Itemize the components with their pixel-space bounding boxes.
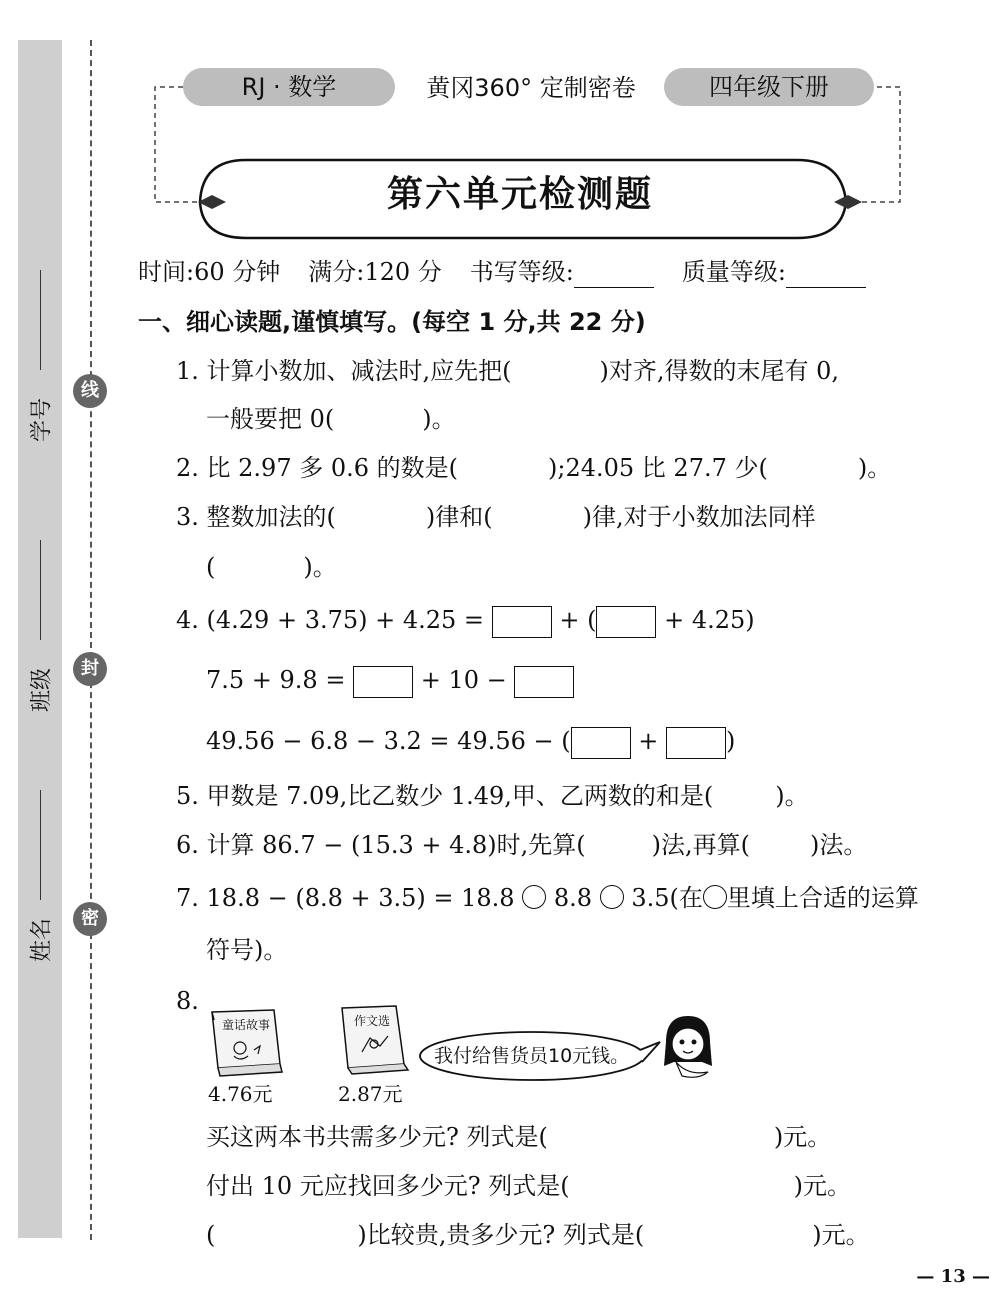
question-8-sub-3 — [206, 1219, 870, 1251]
q6-text-c: )法。 — [810, 831, 868, 859]
name-line — [40, 790, 41, 900]
question-7-line-1 — [176, 882, 919, 914]
q1-text-a: 1. 计算小数加、减法时,应先把( — [176, 357, 512, 385]
fairy-tale-book-title: 童话故事 — [222, 1018, 271, 1032]
q4-text-1c: + 4.25) — [664, 606, 755, 634]
q1-text-c: 一般要把 0( — [206, 405, 335, 433]
q1-text-b: )对齐,得数的末尾有 0, — [599, 357, 840, 385]
q8-s1-text-a: 买这两本书共需多少元? 列式是( — [206, 1123, 548, 1151]
answer-box[interactable] — [596, 606, 656, 638]
girl-character-icon — [652, 1010, 724, 1082]
question-1-line-1 — [176, 355, 839, 387]
q7-text-d: 里填上合适的运算 — [726, 884, 919, 912]
q7-text-a: 7. 18.8 − (8.8 + 3.5) = 18.8 — [176, 884, 515, 912]
student-id-label: 学号 — [29, 397, 55, 443]
q4-text-3b: + — [638, 727, 659, 755]
q3-text-d: ( — [206, 553, 216, 581]
question-8-number: 8. — [176, 987, 199, 1015]
answer-box[interactable] — [353, 666, 413, 698]
quality-grade-blank[interactable] — [786, 261, 866, 288]
q3-text-c: )律,对于小数加法同样 — [582, 503, 816, 531]
q2-text-a: 2. 比 2.97 多 0.6 的数是( — [176, 454, 459, 482]
q8-s1-text-b: )元。 — [773, 1123, 832, 1151]
question-6 — [176, 829, 867, 861]
seal-secret: 密 — [73, 902, 107, 936]
name-label: 姓名 — [29, 917, 55, 963]
question-8-sub-1 — [206, 1121, 831, 1153]
q3-text-a: 3. 整数加法的( — [176, 503, 336, 531]
q4-text-1b: + ( — [559, 606, 597, 634]
q5-text-a: 5. 甲数是 7.09,比乙数少 1.49,甲、乙两数的和是( — [176, 782, 714, 810]
q7-text-b: 8.8 — [553, 884, 593, 912]
time-text: 时间:60 分钟 — [138, 258, 281, 286]
q8-s3-text-b: )比较贵,贵多少元? 列式是( — [357, 1221, 645, 1249]
operator-circle[interactable] — [522, 885, 546, 909]
cut-dashed-line — [90, 40, 92, 1240]
question-8-sub-2 — [206, 1170, 851, 1202]
writing-grade-label: 书写等级: — [469, 258, 574, 286]
q3-text-e: )。 — [303, 553, 337, 581]
answer-box[interactable] — [492, 606, 552, 638]
q1-text-d: )。 — [422, 405, 456, 433]
fairy-tale-book-price: 4.76元 — [208, 1082, 273, 1106]
q6-text-a: 6. 计算 86.7 − (15.3 + 4.8)时,先算( — [176, 831, 586, 859]
subject-pill: RJ · 数学 — [183, 68, 395, 106]
q2-text-c: )。 — [857, 454, 892, 482]
meta-row — [138, 256, 866, 288]
section-1-title: 一、细心读题,谨慎填写。(每空 1 分,共 22 分) — [138, 308, 646, 336]
answer-box[interactable] — [514, 666, 574, 698]
q6-text-b: )法,再算( — [651, 831, 751, 859]
full-score-text: 满分:120 分 — [308, 258, 442, 286]
composition-book-price: 2.87元 — [338, 1082, 403, 1106]
title-frame — [140, 80, 910, 250]
question-4-line-2 — [206, 664, 574, 698]
seal-line: 线 — [73, 374, 107, 408]
writing-grade-blank[interactable] — [574, 261, 654, 288]
series-title: 黄冈360° 定制密卷 — [426, 74, 636, 102]
question-5 — [176, 780, 809, 812]
q2-text-b: );24.05 比 27.7 少( — [548, 454, 768, 482]
question-4-line-1 — [176, 604, 755, 638]
circle-symbol-icon — [703, 885, 727, 909]
q8-s3-text-a: ( — [206, 1221, 216, 1249]
page-number: — 13 — — [916, 1266, 990, 1287]
question-1-line-2 — [206, 403, 456, 435]
operator-circle[interactable] — [600, 885, 624, 909]
seal-seal: 封 — [73, 652, 107, 686]
speech-text: 我付给售货员10元钱。 — [434, 1045, 630, 1067]
class-line — [40, 540, 41, 640]
q4-text-2a: 7.5 + 9.8 = — [206, 666, 346, 694]
question-3-line-2 — [206, 551, 337, 583]
q8-s2-text-b: )元。 — [793, 1172, 852, 1200]
page-title: 第六单元检测题 — [386, 173, 653, 215]
q5-text-b: )。 — [775, 782, 809, 810]
q4-text-3c: ) — [725, 727, 736, 755]
student-id-line — [40, 270, 41, 370]
q7-text-c: 3.5(在 — [631, 884, 703, 912]
answer-box[interactable] — [666, 727, 726, 759]
q4-text-1a: 4. (4.29 + 3.75) + 4.25 = — [176, 606, 485, 634]
q3-text-b: )律和( — [425, 503, 493, 531]
q4-text-3a: 49.56 − 6.8 − 3.2 = 49.56 − ( — [206, 727, 571, 755]
question-3-line-1 — [176, 501, 816, 533]
question-2 — [176, 452, 891, 484]
question-4-line-3 — [206, 725, 735, 759]
class-label: 班级 — [29, 667, 55, 713]
composition-book-title: 作文选 — [354, 1014, 391, 1028]
question-7-line-2: 符号)。 — [206, 936, 288, 964]
answer-box[interactable] — [571, 727, 631, 759]
quality-grade-label: 质量等级: — [681, 258, 786, 286]
grade-pill: 四年级下册 — [664, 68, 874, 106]
q8-s3-text-c: )元。 — [812, 1221, 870, 1249]
q8-s2-text-a: 付出 10 元应找回多少元? 列式是( — [206, 1172, 570, 1200]
q4-text-2b: + 10 − — [420, 666, 507, 694]
